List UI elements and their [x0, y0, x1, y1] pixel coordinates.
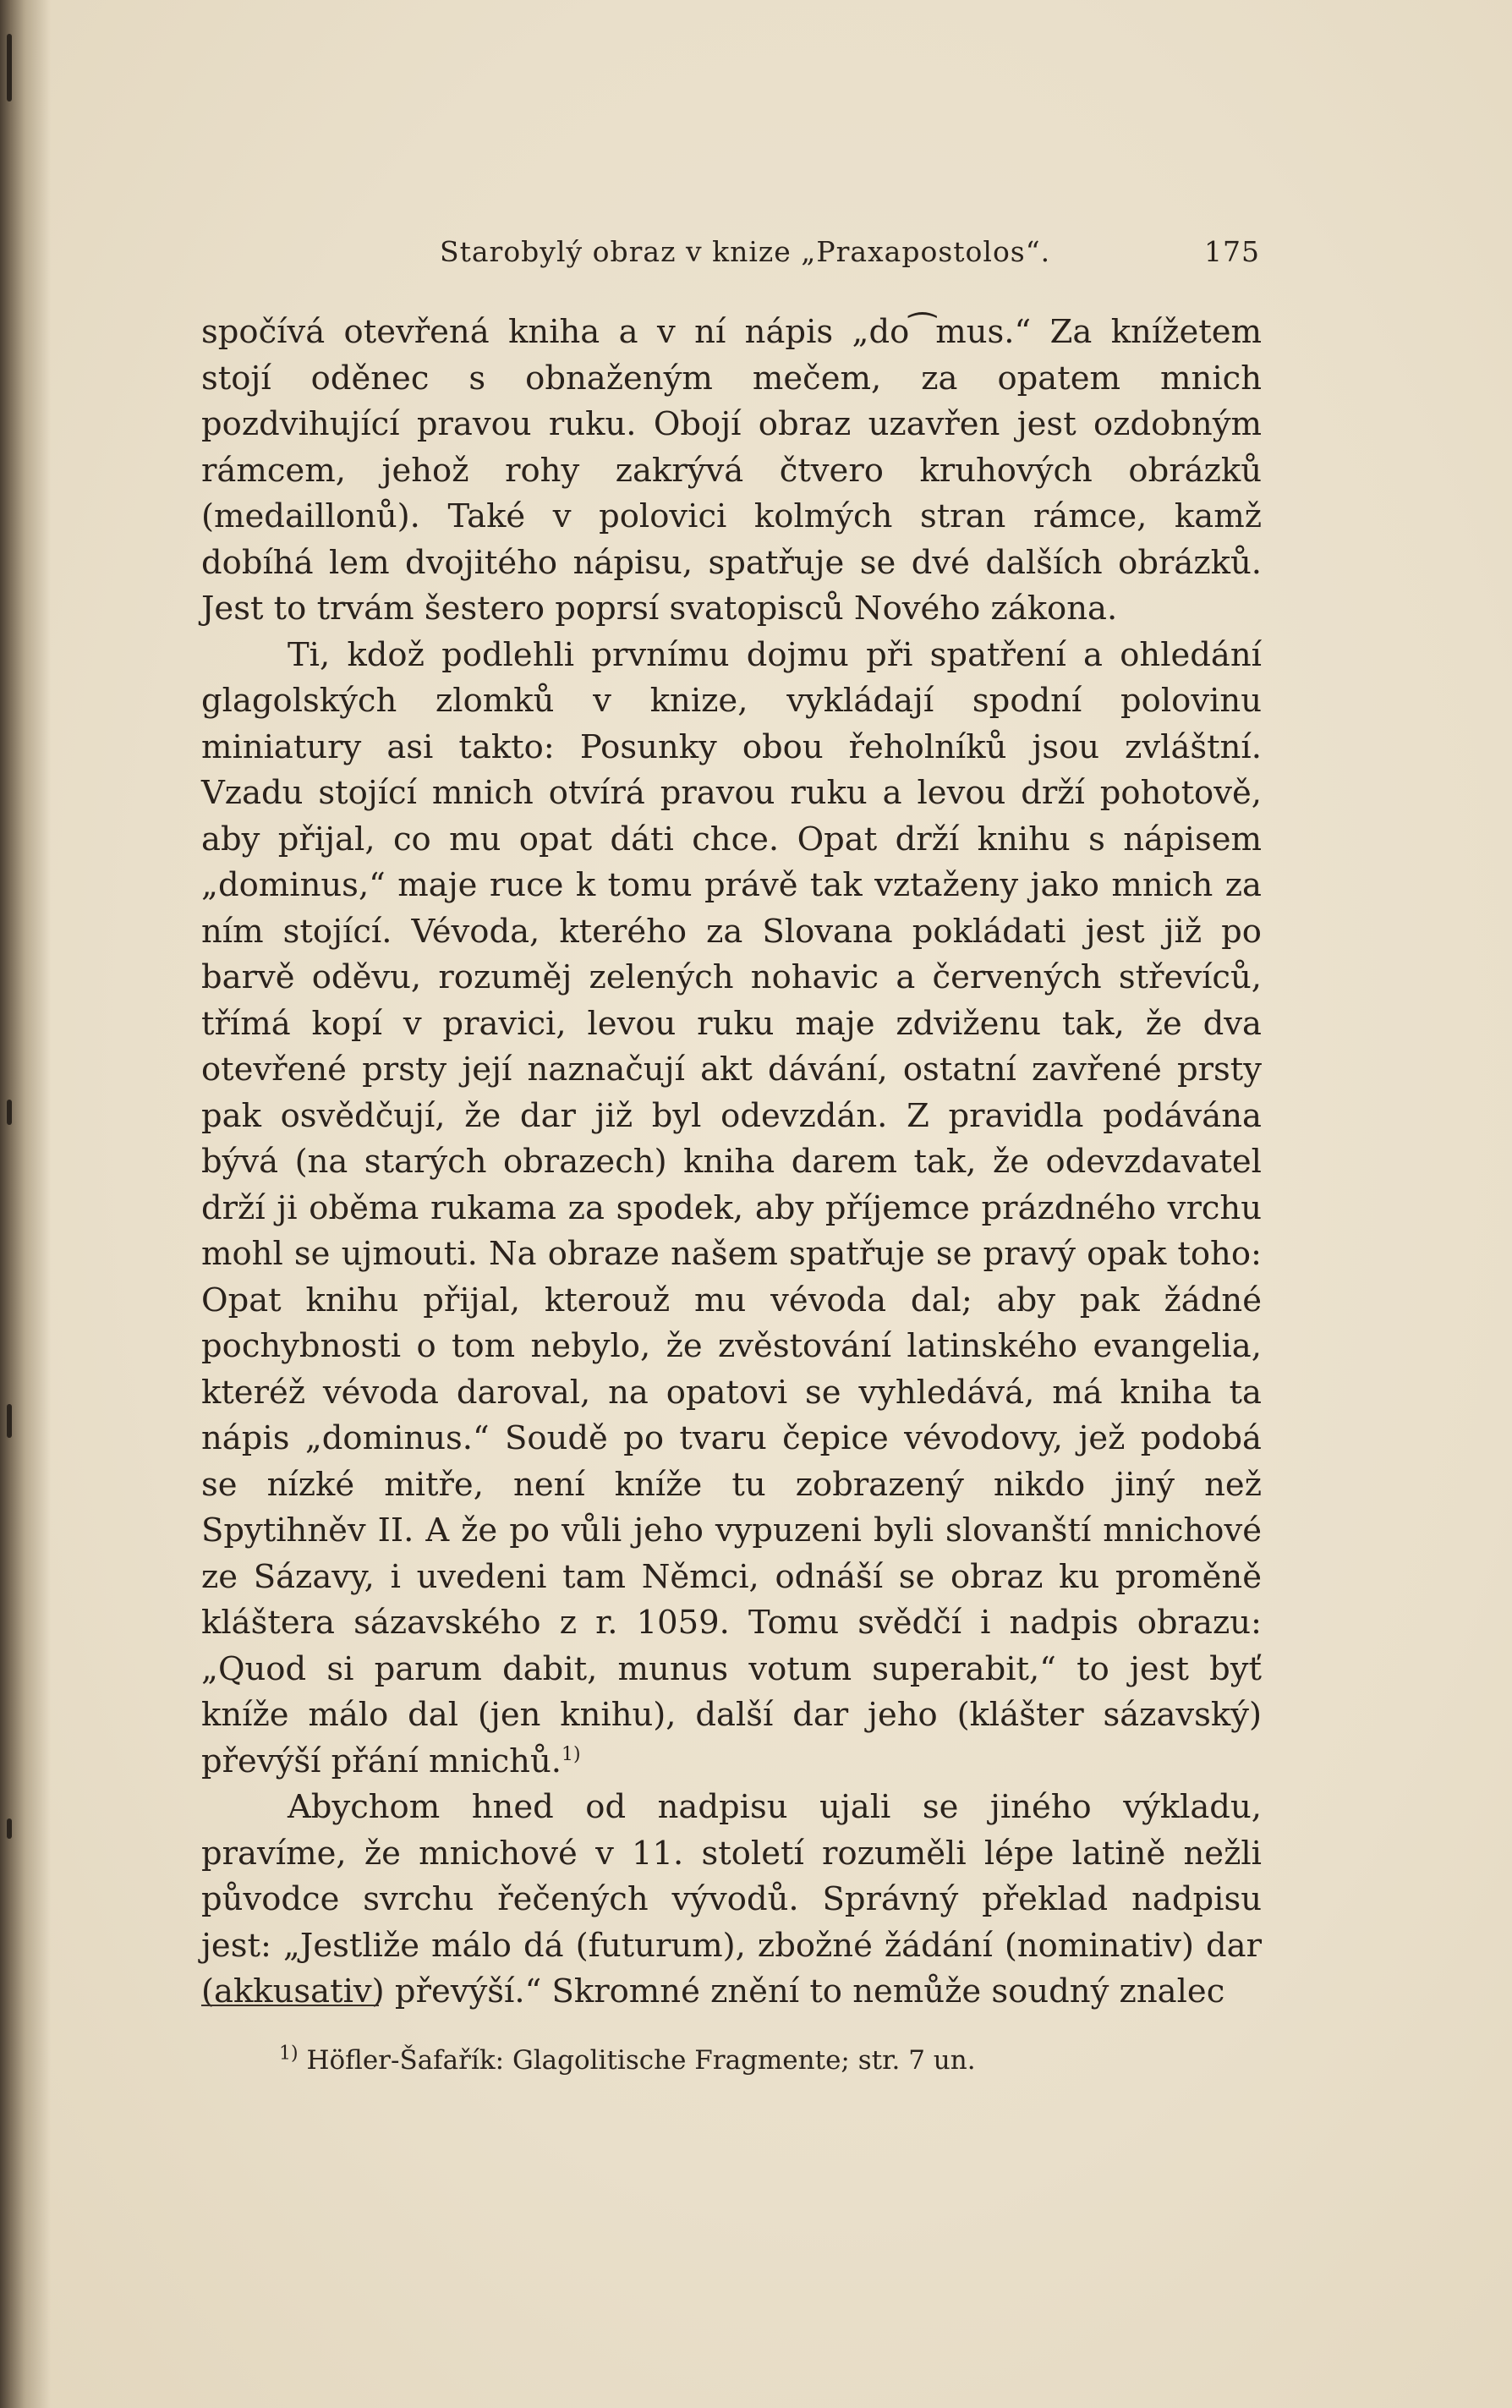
footnote-text: Höfler-Šafařík: Glagolitische Fragmente; str. 7 un. — [306, 2045, 976, 2076]
paragraph-3 — [201, 1785, 1262, 2016]
running-head — [440, 235, 1260, 282]
binding-mark — [7, 1404, 12, 1438]
footnote — [279, 2042, 1209, 2079]
book-spine-shadow — [0, 0, 51, 2408]
footnote-reference[interactable]: 1) — [562, 1743, 581, 1765]
body-text — [201, 310, 1262, 2016]
footnote-divider — [201, 2005, 379, 2006]
paragraph-text: spočívá otevřená kniha a v ní nápis „do⁀mus.“ Za knížetem stojí oděnec s obnaženým mečem, za opatem mnich pozdvihující pravou ruku. Obojí obraz uzavřen jest ozdobným rámcem, jehož rohy zakrývá čtvero kruhových obrázků (medaillonů). Také v polovici kolmých stran rámce, kamž dobíhá lem dvojitého nápisu, spatřuje se dvé dalších obrázků. Jest to trvám šestero poprsí svatopisců Nového zákona. — [201, 313, 1262, 628]
running-head-title: Starobylý obraz v knize „Praxapostolos“. — [440, 235, 1051, 268]
paragraph-text: Abychom hned od nadpisu ujali se jiného výkladu, pravíme, že mnichové v 11. století rozuměli lépe latině nežli původce svrchu řečených vývodů. Správný překlad nadpisu jest: „Jestliže málo dá (futurum), zbožné žádání (nominativ) dar (akkusativ) převýší.“ Skromné znění to nemůže soudný znalec — [201, 1788, 1262, 2010]
page-number: 175 — [1204, 235, 1260, 268]
binding-mark — [7, 34, 12, 101]
binding-mark — [7, 1818, 12, 1839]
footnote-marker: 1) — [279, 2043, 299, 2065]
paragraph-2 — [201, 633, 1262, 1785]
paragraph-text: Ti, kdož podlehli prvnímu dojmu při spatření a ohledání glagolských zlomků v knize, vykládají spodní polovinu miniatury asi takto: Posunky obou řeholníků jsou zvláštní. Vzadu stojící mnich otvírá pravou ruku a levou drží pohotově, aby přijal, co mu opat dáti chce. Opat drží knihu s nápisem „dominus,“ maje ruce k tomu právě tak vztaženy jako mnich za ním stojící. Vévoda, kterého za Slovana pokládati jest již po barvě oděvu, rozuměj zelených nohavic a červených střevíců, třímá kopí v pravici, levou ruku maje zdviženu tak, že dva otevřené prsty její naznačují akt dávání, ostatní zavřené prsty pak osvědčují, že dar již byl odevzdán. Z pravidla podávána bývá (na starých obrazech) kniha darem tak, že odevzdavatel drží ji oběma rukama za spodek, aby příjemce prázdného vrchu mohl se ujmouti. Na obraze našem spatřuje se pravý opak toho: Opat knihu přijal, kterouž mu vévoda dal; aby pak žádné pochybnosti o tom nebylo, že zvěstování latinského evangelia, kteréž vévoda daroval, na opatovi se vyhledává, má kniha ta nápis „dominus.“ Soudě po tvaru čepice vévodovy, jež podobá se nízké mitře, není kníže tu zobrazený nikdo jiný než Spytihněv II. A že po vůli jeho vypuzeni byli slovanští mnichové ze Sázavy, i uvedeni tam Němci, odnáší se obraz ku proměně kláštera sázavského z r. 1059. Tomu svědčí i nadpis obrazu: „Quod si parum dabit, munus votum superabit,“ to jest byť kníže málo dal (jen knihu), další dar jeho (klášter sázavský) převýší přání mnichů. — [201, 635, 1262, 1780]
paragraph-1 — [201, 310, 1262, 633]
binding-mark — [7, 1100, 12, 1125]
